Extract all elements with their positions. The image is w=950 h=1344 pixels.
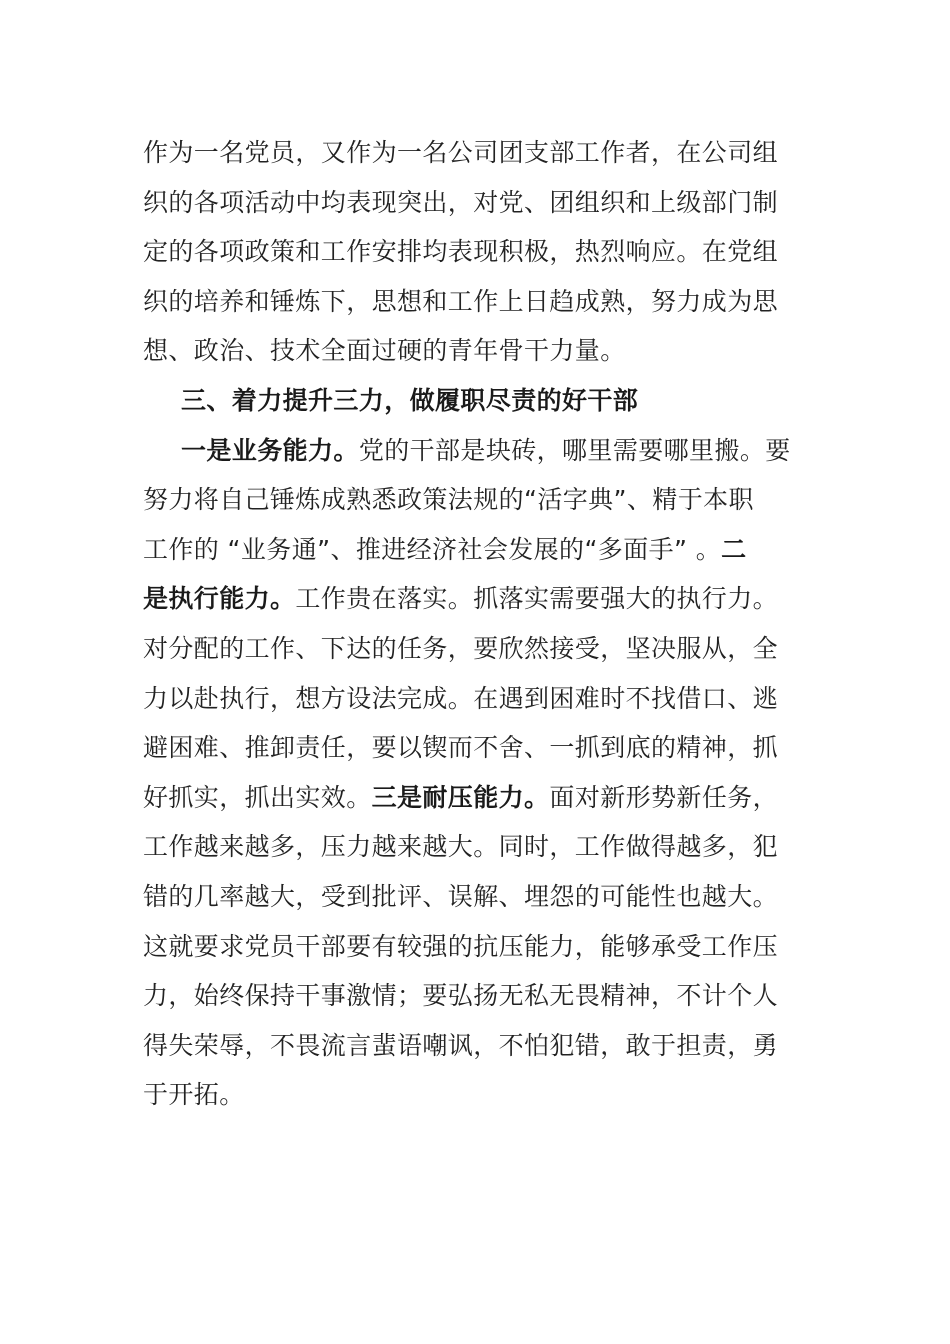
paragraph-line: 努力将自己锤炼成熟悉政策法规的“活字典”、精于本职 xyxy=(143,485,754,515)
bold-lead: 一是业务能力。 xyxy=(181,435,359,465)
paragraph-line: 织的各项活动中均表现突出，对党、团组织和上级部门制 xyxy=(143,187,779,217)
bold-lead: 二 xyxy=(721,534,747,564)
line-text: 党的干部是块砖，哪里需要哪里搬。要 xyxy=(358,435,791,465)
paragraph-line: 于开拓。 xyxy=(143,1080,245,1110)
paragraph-line: 对分配的工作、下达的任务，要欣然接受，坚决服从，全 xyxy=(143,633,779,663)
bold-lead: 三是耐压能力。 xyxy=(371,782,550,812)
line-text: 面对新形势新任务， xyxy=(549,782,779,812)
paragraph-line: 织的培养和锤炼下，思想和工作上日趋成熟，努力成为思 xyxy=(143,286,779,316)
paragraph-line: 得失荣辱，不畏流言蜚语嘲讽，不怕犯错，敢于担责，勇 xyxy=(143,1030,779,1060)
paragraph-line: 力以赴执行，想方设法完成。在遇到困难时不找借口、逃 xyxy=(143,683,779,713)
line-text: 工作的 “业务通”、推进经济社会发展的“多面手” 。 xyxy=(143,534,722,564)
paragraph-line: 错的几率越大，受到批评、误解、埋怨的可能性也越大。 xyxy=(143,881,779,911)
paragraph-line xyxy=(143,773,803,823)
section-heading: 三、着力提升三力，做履职尽责的好干部 xyxy=(181,385,639,415)
paragraph-line: 力，始终保持干事激情；要弘扬无私无畏精神，不计个人 xyxy=(143,981,779,1011)
paragraph-line xyxy=(143,574,803,624)
paragraph-line: 作为一名党员，又作为一名公司团支部工作者，在公司组 xyxy=(143,138,779,167)
paragraph-line: 定的各项政策和工作安排均表现积极，热烈响应。在党组 xyxy=(143,237,779,267)
bold-lead: 是执行能力。 xyxy=(143,584,296,614)
paragraph-line xyxy=(143,525,803,575)
paragraph-line: 这就要求党员干部要有较强的抗压能力，能够承受工作压 xyxy=(143,931,779,961)
line-text: 好抓实，抓出实效。 xyxy=(143,782,372,812)
document-body xyxy=(143,128,803,1120)
paragraph-line: 想、政治、技术全面过硬的青年骨干力量。 xyxy=(143,336,626,366)
line-text: 工作贵在落实。抓落实需要强大的执行力。 xyxy=(295,584,779,614)
paragraph-line: 避困难、推卸责任，要以锲而不舍、一抓到底的精神，抓 xyxy=(143,733,779,763)
paragraph-line xyxy=(143,426,803,476)
paragraph-line: 工作越来越多，压力越来越大。同时，工作做得越多，犯 xyxy=(143,832,779,862)
